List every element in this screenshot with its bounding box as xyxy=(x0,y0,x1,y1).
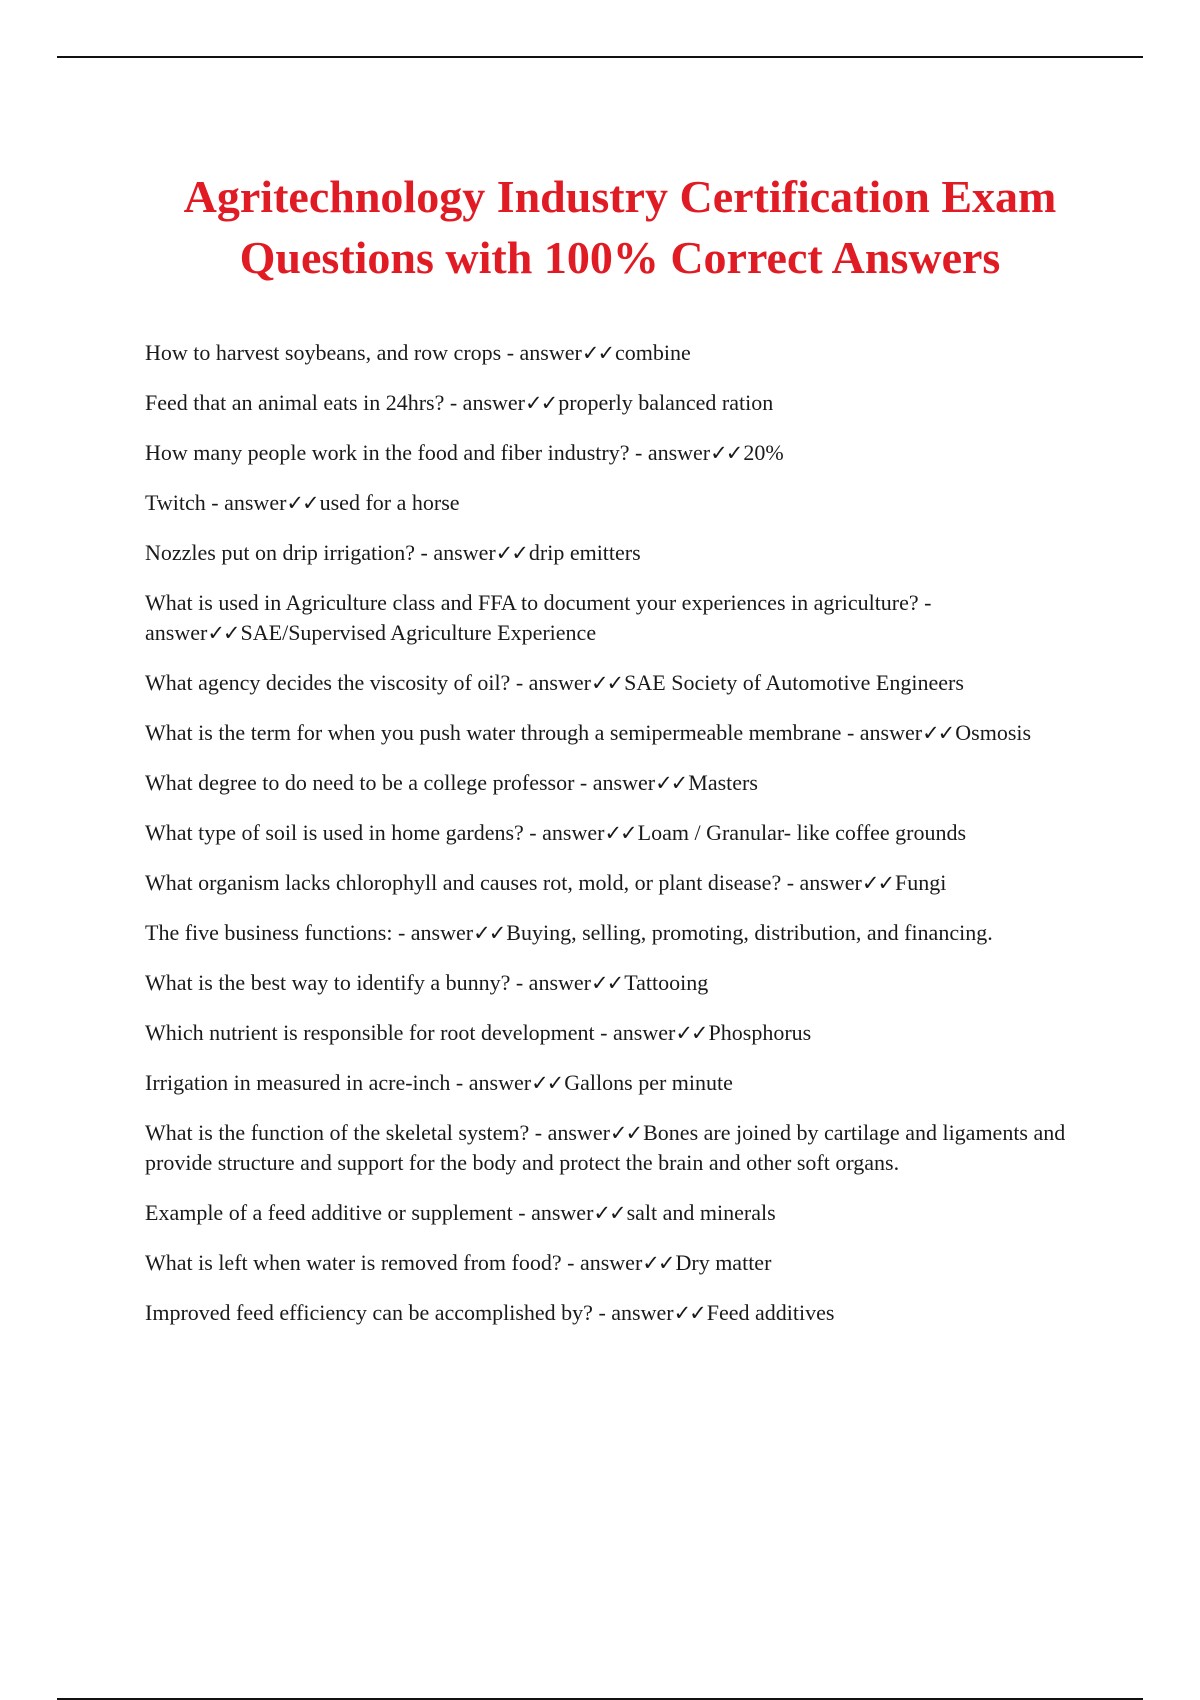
qa-item xyxy=(145,668,1095,698)
answer-text: Gallons per minute xyxy=(564,1070,733,1095)
question-text: What is left when water is removed from food? - answer xyxy=(145,1250,643,1275)
qa-item xyxy=(145,918,1095,948)
question-text: What type of soil is used in home gardens? - answer xyxy=(145,820,605,845)
double-check-icon: ✓✓ xyxy=(922,721,954,745)
question-text: How many people work in the food and fiber industry? - answer xyxy=(145,440,711,465)
question-text: Twitch - answer xyxy=(145,490,287,515)
answer-text: Feed additives xyxy=(706,1300,835,1325)
question-text: What is used in Agriculture class and FFA to document your experiences in agriculture? - answer xyxy=(145,590,932,645)
question-text: Feed that an animal eats in 24hrs? - answer xyxy=(145,390,525,415)
double-check-icon: ✓✓ xyxy=(861,871,894,895)
answer-text: Dry matter xyxy=(675,1250,772,1275)
double-check-icon: ✓✓ xyxy=(604,821,636,845)
qa-item xyxy=(145,1118,1095,1178)
answer-text: Bones are joined by cartilage and ligaments and provide structure and support for the body and protect the brain and other soft organs. xyxy=(145,1120,1066,1175)
answer-text: Tattooing xyxy=(624,970,709,995)
answer-text: Osmosis xyxy=(955,720,1032,745)
question-text: What is the best way to identify a bunny? - answer xyxy=(145,970,591,995)
qa-item xyxy=(145,488,1095,518)
question-text: What agency decides the viscosity of oil? - answer xyxy=(145,670,591,695)
qa-list xyxy=(145,338,1095,1348)
qa-item xyxy=(145,718,1095,748)
qa-item xyxy=(145,438,1095,468)
double-check-icon: ✓✓ xyxy=(590,671,623,695)
page-title xyxy=(100,166,1140,288)
answer-text: Masters xyxy=(688,770,758,795)
double-check-icon: ✓✓ xyxy=(673,1301,705,1325)
title-line-1: Agritechnology Industry Certification Exam xyxy=(183,171,1057,222)
qa-item xyxy=(145,768,1095,798)
qa-item xyxy=(145,1068,1095,1098)
question-text: What organism lacks chlorophyll and causes rot, mold, or plant disease? - answer xyxy=(145,870,862,895)
question-text: How to harvest soybeans, and row crops - answer xyxy=(145,340,582,365)
question-text: Improved feed efficiency can be accomplished by? - answer xyxy=(145,1300,674,1325)
answer-text: salt and minerals xyxy=(626,1200,776,1225)
qa-item xyxy=(145,388,1095,418)
qa-item xyxy=(145,588,1095,648)
answer-text: Loam / Granular- like coffee grounds xyxy=(637,820,967,845)
double-check-icon: ✓✓ xyxy=(655,771,687,795)
double-check-icon: ✓✓ xyxy=(581,341,614,365)
double-check-icon: ✓✓ xyxy=(473,921,505,945)
double-check-icon: ✓✓ xyxy=(590,971,623,995)
title-line-2: Questions with 100% Correct Answers xyxy=(239,232,1001,283)
answer-text: Buying, selling, promoting, distribution, and financing. xyxy=(506,920,993,945)
question-text: What degree to do need to be a college professor - answer xyxy=(145,770,656,795)
question-text: What is the term for when you push water through a semipermeable membrane - answer xyxy=(145,720,923,745)
qa-item xyxy=(145,818,1095,848)
answer-text: SAE/Supervised Agriculture Experience xyxy=(240,620,597,645)
qa-item xyxy=(145,968,1095,998)
qa-item xyxy=(145,868,1095,898)
qa-item xyxy=(145,538,1095,568)
question-text: Which nutrient is responsible for root development - answer xyxy=(145,1020,676,1045)
question-text: Irrigation in measured in acre-inch - answer xyxy=(145,1070,532,1095)
double-check-icon: ✓✓ xyxy=(710,441,742,465)
answer-text: SAE Society of Automotive Engineers xyxy=(624,670,964,695)
question-text: Nozzles put on drip irrigation? - answer xyxy=(145,540,496,565)
question-text: The five business functions: - answer xyxy=(145,920,474,945)
question-text: What is the function of the skeletal system? - answer xyxy=(145,1120,610,1145)
answer-text: combine xyxy=(615,340,691,365)
double-check-icon: ✓✓ xyxy=(642,1251,674,1275)
qa-item xyxy=(145,1298,1095,1328)
answer-text: 20% xyxy=(743,440,784,465)
double-check-icon: ✓✓ xyxy=(675,1021,707,1045)
answer-text: Phosphorus xyxy=(708,1020,812,1045)
answer-text: properly balanced ration xyxy=(558,390,774,415)
double-check-icon: ✓✓ xyxy=(593,1201,625,1225)
qa-item xyxy=(145,1198,1095,1228)
qa-item xyxy=(145,1248,1095,1278)
question-text: Example of a feed additive or supplement - answer xyxy=(145,1200,594,1225)
answer-text: Fungi xyxy=(895,870,947,895)
qa-item xyxy=(145,338,1095,368)
double-check-icon: ✓✓ xyxy=(286,491,318,515)
answer-text: used for a horse xyxy=(319,490,460,515)
double-check-icon: ✓✓ xyxy=(207,621,239,645)
double-check-icon: ✓✓ xyxy=(524,391,557,415)
double-check-icon: ✓✓ xyxy=(609,1121,642,1145)
top-rule xyxy=(57,56,1143,58)
double-check-icon: ✓✓ xyxy=(531,1071,563,1095)
qa-item xyxy=(145,1018,1095,1048)
answer-text: drip emitters xyxy=(528,540,641,565)
double-check-icon: ✓✓ xyxy=(495,541,527,565)
